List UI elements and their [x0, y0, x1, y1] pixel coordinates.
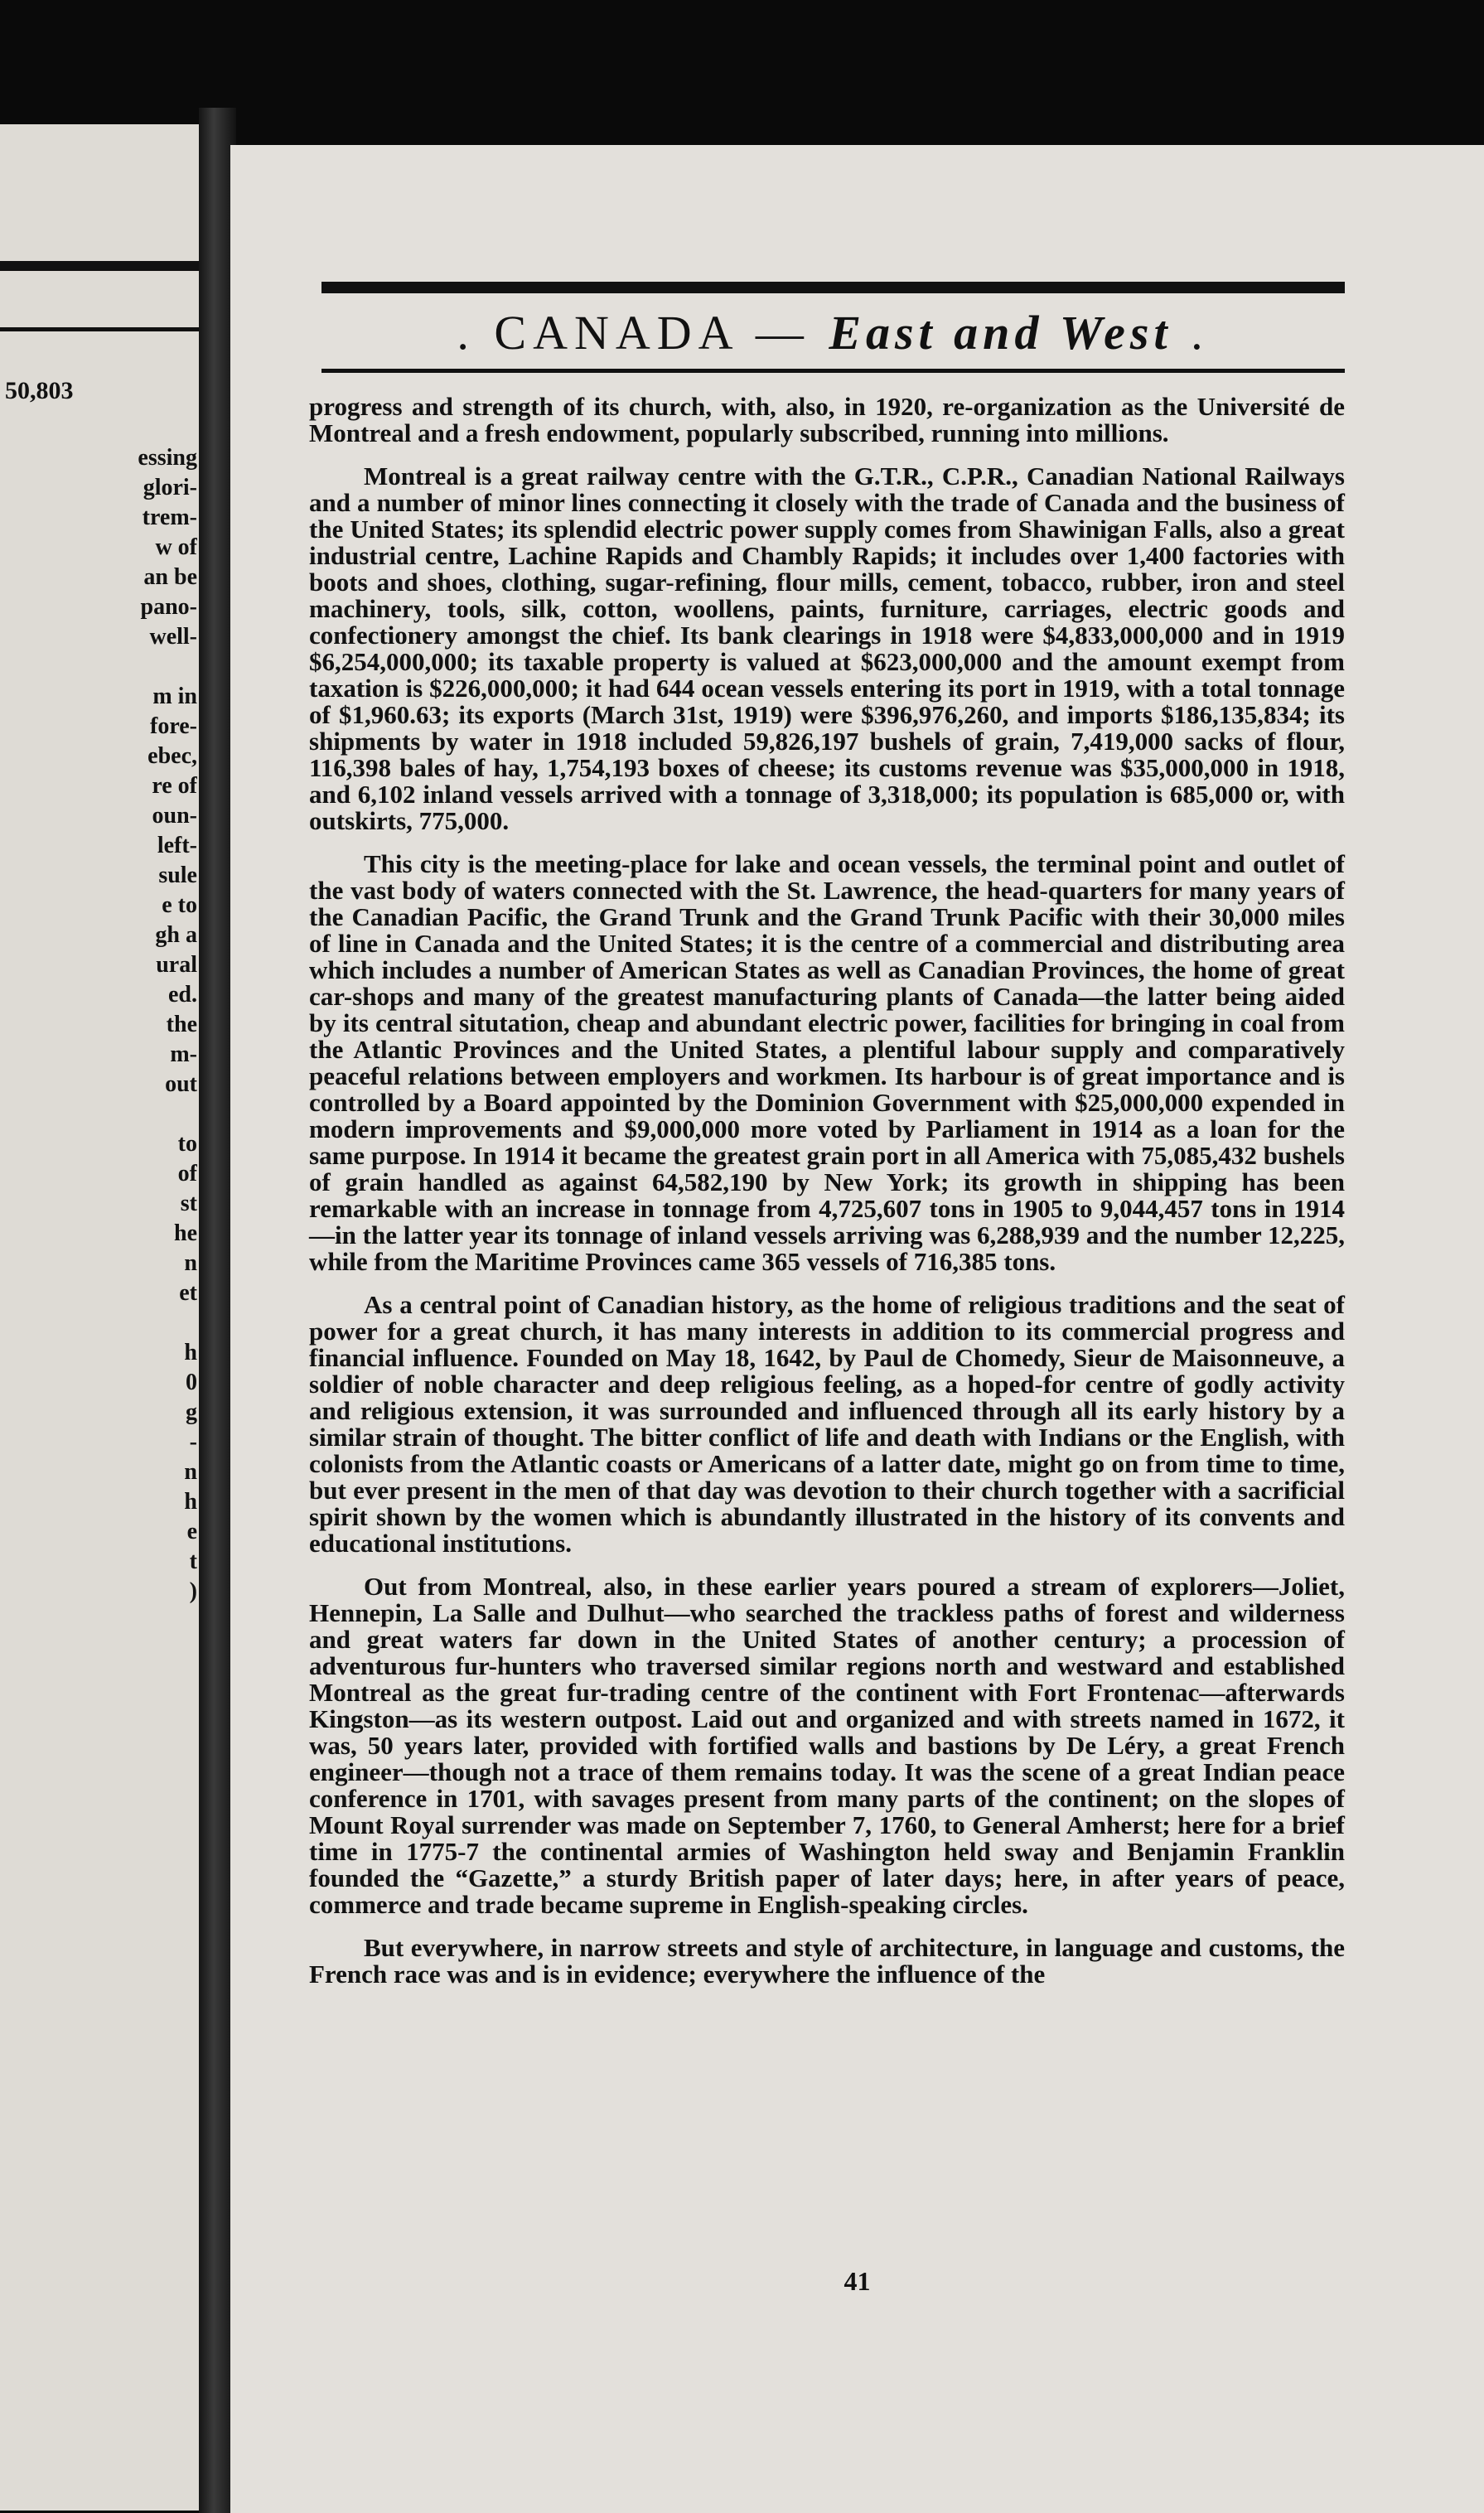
left-fragment-line: gh a: [155, 922, 197, 948]
left-header-rule-thin: [0, 327, 199, 331]
header-rule-top: [321, 282, 1345, 293]
left-fragment-line: st: [180, 1191, 197, 1216]
paragraph-4: As a central point of Canadian history, as the home of religious traditions and the seat of power for a great church, it has many interests in addition to its commercial progress and financial influence. Founded on May 18, 1642, by Paul de Chomedy, Sieur de Maisonneuve, a soldier of noble character and deep religious feeling, as a hoped-for centre of godly activity and religious extension, it was surrounded and influenced through all its early history by a similar strain of thought. The bitter conflict of life and death with Indians or the English, with colonists from the Atlantic coasts or Americans of a latter date, might go on from time to time, but ever present in the men of that day was devotion to their church together with a sacrificial spirit shown by the women which is abundantly illustrated in the history of its convents and educational institutions.: [309, 1290, 1345, 1558]
header-rule-bottom: [321, 369, 1345, 373]
page-number: 41: [844, 2266, 871, 2296]
running-head-lead-dot: .: [457, 306, 476, 360]
paragraph-5: Out from Montreal, also, in these earlier years poured a stream of explorers—Joliet, Hennepin, La Salle and Dulhut—who searched the trackless paths of forest and wilderness and great waters far down in the United States of another century; a procession of adventurous fur-hunters who traversed similar regions north and westward and established Montreal as the great fur-trading centre of the continent with Fort Frontenac—afterwards Kingston—as its western outpost. Laid out and organized and with streets named in 1672, it was, 50 years later, provided with fortified walls and bastions by De Léry, a great French engineer—though not a trace of them remains today. It was the scene of a great Indian peace conference in 1701, with savages present from many parts of the continent; on the slopes of Mount Royal surrender was made on September 7, 1760, to General Amherst; here for a brief time in 1775-7 the continental armies of Washington held sway and Benjamin Franklin founded the “Gazette,” a sturdy British paper of later days; here, in after years of peace, commerce and trade became supreme in English-speaking circles.: [309, 1572, 1345, 1919]
left-fragment-line: [2, 652, 197, 682]
paragraph-3: This city is the meeting-place for lake and ocean vessels, the terminal point and outlet of the vast body of waters connected with the St. Lawrence, the head-quarters for many years of the Canadian Pacific, the Grand Trunk and the Grand Trunk Pacific with their 30,000 miles of line in Canada and the United States; it is the centre of a commercial and distributing area which includes a number of American States as well as Canadian Provinces, the home of great car-shops and many of the greatest manufacturing plants of Canada—the latter being aided by its central situtation, cheap and abundant electric power, facilities for bringing in coal from the Atlantic Provinces and the United States, a plentiful labour supply and comparatively peaceful relations between employers and workmen. Its harbour is of great importance and is controlled by a Board appointed by the Dominion Government with $25,000,000 expended in modern improvements and $9,000,000 more voted by Parliament in 1914 as a loan for the same purpose. In 1914 it became the greatest grain port in all America with 75,085,432 bushels of grain handled as against 64,582,190 by New York; its growth in shipping has been remarkable with an increase in tonnage from 4,725,607 tons in 1905 to 9,044,457 tons in 1914—in the latter year its tonnage of inland vessels arriving was 6,288,939 and the number 12,225, while from the Maritime Provinces came 365 vessels of 716,385 tons.: [309, 849, 1345, 1276]
left-fragment-line: trem-: [142, 505, 197, 530]
left-fragment-line: [2, 1099, 197, 1129]
left-fragment-line: w of: [155, 534, 197, 560]
left-fragment-line: g: [186, 1399, 197, 1425]
body-text: [309, 394, 1345, 2004]
left-fragment-line: ebec,: [147, 743, 197, 769]
left-fragment-line: n: [184, 1459, 197, 1485]
left-fragment-line: ): [189, 1578, 197, 1604]
left-fragment-line: e: [186, 1519, 197, 1544]
paragraph-2: Montreal is a great railway centre with the G.T.R., C.P.R., Canadian National Railways and a number of minor lines connecting it closely with the trade of Canada and the business of the United States; its splendid electric power supply comes from Shawinigan Falls, also a great industrial centre, Lachine Rapids and Chambly Rapids; it includes over 1,400 factories with boots and shoes, clothing, sugar-refining, flour mills, cement, tobacco, rubber, iron and steel machinery, tools, silk, cotton, woollens, paints, furniture, carriages, electric goods and confectionery amongst the chief. Its bank clearings in 1918 were $4,833,000,000 and in 1919 $6,254,000,000; its taxable property is valued at $623,000,000 and the amount exempt from taxation is $226,000,000; it had 644 ocean vessels entering its port in 1919, with a total tonnage of $1,960.63; its exports (March 31st, 1919) were $396,976,260, and imports $186,135,834; its shipments by water in 1918 included 59,826,197 bushels of grain, 7,419,000 sacks of flour, 116,398 bales of hay, 1,754,193 boxes of cheese; its customs revenue was $35,000,000 in 1918, and 6,102 inland vessels arrived with a tonnage of 3,318,000; its population is 685,000 or, with outskirts, 775,000.: [309, 462, 1345, 835]
left-fragment-line: et: [179, 1280, 197, 1306]
left-fragment-line: well-: [149, 624, 197, 650]
left-fragment-line: ed.: [168, 982, 197, 1008]
left-fragment-line: re of: [152, 773, 197, 799]
left-fragment-line: n: [184, 1250, 197, 1276]
left-text-fragments: [2, 443, 197, 1607]
left-fragment-line: the: [166, 1012, 197, 1037]
left-fragment-line: sule: [158, 863, 197, 888]
paragraph-6: But everywhere, in narrow streets and style of architecture, in language and customs, the French race was and is in evidence; everywhere the influence of the: [309, 1933, 1345, 1989]
left-fragment-line: h: [184, 1340, 197, 1365]
left-fragment-line: out: [165, 1071, 197, 1097]
running-head-dash: —: [755, 306, 810, 360]
left-fragment-line: to: [177, 1131, 197, 1157]
left-fragment-line: of: [177, 1161, 197, 1186]
running-head-subtitle: East and West: [829, 306, 1172, 360]
left-header-rule: [0, 261, 199, 271]
left-page-figure: 50,803: [5, 377, 74, 404]
left-facing-page: [0, 124, 199, 2511]
left-fragment-line: an be: [143, 564, 197, 590]
left-fragment-line: e to: [162, 892, 197, 918]
left-fragment-line: t: [189, 1549, 197, 1574]
left-fragment-line: ural: [156, 952, 197, 978]
left-fragment-line: m-: [170, 1041, 197, 1067]
left-fragment-line: glori-: [143, 475, 197, 500]
left-fragment-line: essing: [138, 445, 197, 471]
left-fragment-line: oun-: [152, 803, 197, 829]
left-fragment-line: h: [184, 1489, 197, 1515]
running-head-title: CANADA: [494, 306, 737, 360]
left-fragment-line: -: [189, 1429, 197, 1455]
left-fragment-line: left-: [157, 833, 197, 858]
left-fragment-line: 0: [186, 1370, 197, 1395]
main-page: [230, 145, 1484, 2513]
left-fragment-line: m in: [152, 684, 197, 709]
running-head-trail-dot: .: [1191, 306, 1210, 360]
left-fragment-line: [2, 1308, 197, 1338]
paragraph-1: progress and strength of its church, with, also, in 1920, re-organization as the Université de Montreal and a fresh endowment, popularly subscribed, running into millions.: [309, 392, 1345, 447]
running-head: [321, 301, 1345, 365]
left-fragment-line: pano-: [140, 594, 197, 620]
left-fragment-line: he: [174, 1220, 197, 1246]
left-fragment-line: fore-: [150, 713, 197, 739]
